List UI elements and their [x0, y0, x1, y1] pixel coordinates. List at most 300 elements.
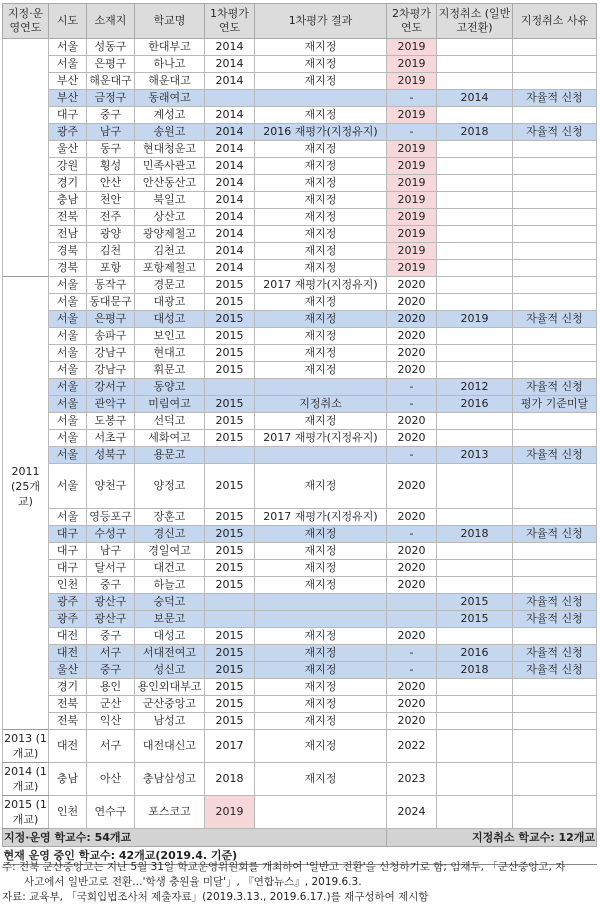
- year-cell: [3, 509, 49, 526]
- eval2-year-cell: 2019: [387, 226, 437, 243]
- cancel-reason-cell: [513, 464, 597, 509]
- cancel-reason-cell: [513, 158, 597, 175]
- cancel-year-cell: [437, 730, 513, 763]
- table-row: [3, 243, 597, 260]
- notes-block: [2, 860, 596, 905]
- table-row: [3, 628, 597, 645]
- school-cell: 경일여고: [135, 543, 205, 560]
- year-cell: [3, 56, 49, 73]
- cancel-reason-cell: [513, 763, 597, 796]
- cancel-year-cell: [437, 430, 513, 447]
- school-cell: 서대전여고: [135, 645, 205, 662]
- cancel-reason-cell: 자율적 신청: [513, 124, 597, 141]
- year-cell: [3, 192, 49, 209]
- eval1-result-cell: 재지정: [255, 175, 387, 192]
- year-cell: [3, 73, 49, 90]
- location-cell: 강남구: [87, 345, 135, 362]
- eval1-year-cell: [205, 379, 255, 396]
- eval1-year-cell: 2015: [205, 713, 255, 730]
- eval2-year-cell: 2020: [387, 679, 437, 696]
- cancel-year-cell: [437, 328, 513, 345]
- eval2-year-cell: 2019: [387, 73, 437, 90]
- year-cell: [3, 277, 49, 294]
- eval1-result-cell: 재지정: [255, 192, 387, 209]
- year-cell: [3, 243, 49, 260]
- cancel-reason-cell: [513, 345, 597, 362]
- cancel-reason-cell: [513, 56, 597, 73]
- cancel-year-cell: 2015: [437, 594, 513, 611]
- note-text: 주: 전북 군산중앙고는 지난 5월 31일 학교운영위원회를 개최하여 '일반고 전환'을 신청하기로 함; 임채두, 「군산중앙고, 자: [2, 861, 566, 873]
- cancel-year-cell: [437, 141, 513, 158]
- sido-cell: 부산: [49, 90, 87, 107]
- school-cell: 계성고: [135, 107, 205, 124]
- cancel-reason-cell: [513, 39, 597, 56]
- cancel-reason-cell: [513, 243, 597, 260]
- sido-cell: 서울: [49, 396, 87, 413]
- table-row: [3, 90, 597, 107]
- cancel-year-cell: [437, 73, 513, 90]
- eval1-year-cell: 2015: [205, 560, 255, 577]
- table-row: [3, 730, 597, 763]
- year-cell: 2014 (1개교): [3, 763, 49, 796]
- sido-cell: 전북: [49, 713, 87, 730]
- sido-cell: 인천: [49, 796, 87, 829]
- location-cell: 중구: [87, 577, 135, 594]
- eval1-result-cell: 재지정: [255, 628, 387, 645]
- location-cell: 포항: [87, 260, 135, 277]
- eval1-year-cell: 2014: [205, 73, 255, 90]
- eval2-year-cell: 2020: [387, 294, 437, 311]
- sido-cell: 경기: [49, 679, 87, 696]
- location-cell: 동구: [87, 141, 135, 158]
- eval2-year-cell: 2020: [387, 277, 437, 294]
- eval1-result-cell: [255, 379, 387, 396]
- eval1-year-cell: 2015: [205, 396, 255, 413]
- eval2-year-cell: 2019: [387, 56, 437, 73]
- eval2-year-cell: [387, 611, 437, 628]
- location-cell: 해운대구: [87, 73, 135, 90]
- year-cell: [3, 311, 49, 328]
- cancel-reason-cell: 자율적 신청: [513, 379, 597, 396]
- location-cell: 횡성: [87, 158, 135, 175]
- cancel-year-cell: [437, 294, 513, 311]
- eval1-year-cell: 2014: [205, 56, 255, 73]
- cancel-reason-cell: [513, 226, 597, 243]
- year-cell: 2011 (25개교): [3, 464, 49, 509]
- sido-cell: 광주: [49, 611, 87, 628]
- eval2-year-cell: 2019: [387, 107, 437, 124]
- cancel-reason-cell: [513, 713, 597, 730]
- eval1-year-cell: 2014: [205, 141, 255, 158]
- location-cell: 양천구: [87, 464, 135, 509]
- cancel-reason-cell: [513, 509, 597, 526]
- location-cell: 군산: [87, 696, 135, 713]
- cancel-year-cell: [437, 560, 513, 577]
- cancel-year-cell: [437, 345, 513, 362]
- table-row: [3, 696, 597, 713]
- header-eval1-result: 1차평가 결과: [255, 4, 387, 39]
- location-cell: 강남구: [87, 362, 135, 379]
- eval1-result-cell: [255, 594, 387, 611]
- eval2-year-cell: 2019: [387, 192, 437, 209]
- cancel-year-cell: 2016: [437, 645, 513, 662]
- sido-cell: 전남: [49, 226, 87, 243]
- school-cell: 송원고: [135, 124, 205, 141]
- eval2-year-cell: [387, 594, 437, 611]
- location-cell: 서구: [87, 645, 135, 662]
- cancel-year-cell: [437, 175, 513, 192]
- eval1-result-cell: 지정취소: [255, 396, 387, 413]
- footer-cancelled-count: 지정취소 학교수: 12개교: [387, 829, 597, 847]
- year-cell: [3, 526, 49, 543]
- eval2-year-cell: -: [387, 396, 437, 413]
- cancel-reason-cell: 자율적 신청: [513, 594, 597, 611]
- year-cell: [3, 39, 49, 56]
- sido-cell: 서울: [49, 345, 87, 362]
- sido-cell: 강원: [49, 158, 87, 175]
- location-cell: 중구: [87, 107, 135, 124]
- school-cell: 충남삼성고: [135, 763, 205, 796]
- school-cell: 동래여고: [135, 90, 205, 107]
- school-cell: 하늘고: [135, 577, 205, 594]
- table-row: [3, 662, 597, 679]
- eval1-year-cell: 2014: [205, 260, 255, 277]
- cancel-year-cell: [437, 464, 513, 509]
- table-row: [3, 107, 597, 124]
- footer-current-count: 현재 운영 중인 학교수: 42개교(2019.4. 기준): [3, 847, 597, 865]
- header-eval1-year: 1차평가 연도: [205, 4, 255, 39]
- eval1-year-cell: 2015: [205, 464, 255, 509]
- school-cell: 안산동산고: [135, 175, 205, 192]
- year-cell: [3, 594, 49, 611]
- year-cell: 2013 (1개교): [3, 730, 49, 763]
- eval1-result-cell: 재지정: [255, 362, 387, 379]
- eval1-result-cell: 재지정: [255, 260, 387, 277]
- cancel-year-cell: [437, 192, 513, 209]
- year-cell: [3, 294, 49, 311]
- header-location: 소재지: [87, 4, 135, 39]
- eval2-year-cell: 2019: [387, 243, 437, 260]
- sido-cell: 전북: [49, 696, 87, 713]
- year-cell: [3, 124, 49, 141]
- table-row: [3, 362, 597, 379]
- cancel-reason-cell: 평가 기준미달: [513, 396, 597, 413]
- eval1-year-cell: [205, 90, 255, 107]
- header-eval2-year: 2차평가 연도: [387, 4, 437, 39]
- sido-cell: 경기: [49, 175, 87, 192]
- eval1-year-cell: 2015: [205, 577, 255, 594]
- eval2-year-cell: 2020: [387, 345, 437, 362]
- table-row: [3, 763, 597, 796]
- school-cell: 현대청운고: [135, 141, 205, 158]
- year-cell: [3, 328, 49, 345]
- sido-cell: 서울: [49, 294, 87, 311]
- location-cell: 강서구: [87, 379, 135, 396]
- eval2-year-cell: -: [387, 662, 437, 679]
- year-cell: [3, 158, 49, 175]
- year-cell: [3, 611, 49, 628]
- school-cell: 휘문고: [135, 362, 205, 379]
- sido-cell: 광주: [49, 594, 87, 611]
- eval1-year-cell: 2015: [205, 628, 255, 645]
- cancel-reason-cell: [513, 628, 597, 645]
- eval1-result-cell: 재지정: [255, 560, 387, 577]
- eval1-result-cell: 재지정: [255, 226, 387, 243]
- table-row: [3, 209, 597, 226]
- eval2-year-cell: 2019: [387, 260, 437, 277]
- cancel-reason-cell: [513, 362, 597, 379]
- eval1-year-cell: 2019: [205, 796, 255, 829]
- table-row: [3, 39, 597, 56]
- cancel-year-cell: [437, 209, 513, 226]
- cancel-reason-cell: [513, 430, 597, 447]
- year-cell: 2015 (1개교): [3, 796, 49, 829]
- cancel-year-cell: 2018: [437, 526, 513, 543]
- table-body: [3, 39, 597, 829]
- eval1-result-cell: 2017 재평가(지정유지): [255, 277, 387, 294]
- eval2-year-cell: 2019: [387, 141, 437, 158]
- eval1-year-cell: [205, 611, 255, 628]
- cancel-reason-cell: 자율적 신청: [513, 311, 597, 328]
- sido-cell: 대전: [49, 645, 87, 662]
- eval1-result-cell: 재지정: [255, 73, 387, 90]
- school-cell: 용인외대부고: [135, 679, 205, 696]
- location-cell: 영등포구: [87, 509, 135, 526]
- eval1-result-cell: 재지정: [255, 577, 387, 594]
- table-row: [3, 396, 597, 413]
- footer-operated-count: 지정·운영 학교수: 54개교: [3, 829, 387, 847]
- eval1-year-cell: 2018: [205, 763, 255, 796]
- eval1-result-cell: 2017 재평가(지정유지): [255, 430, 387, 447]
- cancel-year-cell: [437, 39, 513, 56]
- year-cell: [3, 396, 49, 413]
- sido-cell: 서울: [49, 277, 87, 294]
- eval2-year-cell: 2020: [387, 628, 437, 645]
- location-cell: 천안: [87, 192, 135, 209]
- cancel-year-cell: 2015: [437, 611, 513, 628]
- location-cell: 동작구: [87, 277, 135, 294]
- school-designation-table: [2, 3, 597, 865]
- cancel-reason-cell: 자율적 신청: [513, 611, 597, 628]
- sido-cell: 대구: [49, 543, 87, 560]
- school-cell: 보인고: [135, 328, 205, 345]
- cancel-reason-cell: [513, 294, 597, 311]
- location-cell: 김천: [87, 243, 135, 260]
- year-cell: [3, 413, 49, 430]
- school-cell: 보문고: [135, 611, 205, 628]
- location-cell: 도봉구: [87, 413, 135, 430]
- eval1-result-cell: 재지정: [255, 209, 387, 226]
- school-cell: 상산고: [135, 209, 205, 226]
- eval1-result-cell: 재지정: [255, 243, 387, 260]
- cancel-year-cell: [437, 628, 513, 645]
- year-cell: [3, 543, 49, 560]
- year-cell: [3, 141, 49, 158]
- year-cell: [3, 175, 49, 192]
- eval2-year-cell: 2020: [387, 577, 437, 594]
- year-cell: [3, 362, 49, 379]
- table-row: [3, 611, 597, 628]
- eval1-year-cell: [205, 447, 255, 464]
- school-cell: 대성고: [135, 311, 205, 328]
- cancel-year-cell: [437, 243, 513, 260]
- eval1-result-cell: 재지정: [255, 679, 387, 696]
- sido-cell: 서울: [49, 328, 87, 345]
- sido-cell: 서울: [49, 379, 87, 396]
- eval1-year-cell: 2014: [205, 124, 255, 141]
- cancel-reason-cell: 자율적 신청: [513, 447, 597, 464]
- eval2-year-cell: 2024: [387, 796, 437, 829]
- eval2-year-cell: 2020: [387, 713, 437, 730]
- school-cell: 대광고: [135, 294, 205, 311]
- sido-cell: 서울: [49, 464, 87, 509]
- location-cell: 서초구: [87, 430, 135, 447]
- cancel-reason-cell: [513, 260, 597, 277]
- table-row: [3, 464, 597, 509]
- eval2-year-cell: -: [387, 124, 437, 141]
- eval2-year-cell: 2020: [387, 696, 437, 713]
- eval1-year-cell: 2015: [205, 662, 255, 679]
- school-cell: 북일고: [135, 192, 205, 209]
- table-row: [3, 645, 597, 662]
- eval1-year-cell: 2015: [205, 430, 255, 447]
- eval1-year-cell: 2015: [205, 696, 255, 713]
- table-row: [3, 679, 597, 696]
- eval1-result-cell: 재지정: [255, 311, 387, 328]
- sido-cell: 인천: [49, 577, 87, 594]
- school-table-wrapper: [2, 3, 596, 865]
- header-cancel-reason: 지정취소 사유: [513, 4, 597, 39]
- school-cell: 포항제철고: [135, 260, 205, 277]
- sido-cell: 대전: [49, 730, 87, 763]
- location-cell: 성동구: [87, 39, 135, 56]
- eval1-result-cell: 재지정: [255, 39, 387, 56]
- eval1-year-cell: 2015: [205, 645, 255, 662]
- table-row: [3, 543, 597, 560]
- table-row: [3, 345, 597, 362]
- sido-cell: 전북: [49, 209, 87, 226]
- table-row: [3, 526, 597, 543]
- table-row: [3, 430, 597, 447]
- table-row: [3, 560, 597, 577]
- eval2-year-cell: 2019: [387, 158, 437, 175]
- year-cell: [3, 713, 49, 730]
- location-cell: 아산: [87, 763, 135, 796]
- location-cell: 안산: [87, 175, 135, 192]
- cancel-year-cell: [437, 260, 513, 277]
- eval1-year-cell: 2015: [205, 311, 255, 328]
- eval1-year-cell: [205, 594, 255, 611]
- location-cell: 용인: [87, 679, 135, 696]
- eval1-result-cell: 재지정: [255, 696, 387, 713]
- eval1-result-cell: 재지정: [255, 730, 387, 763]
- location-cell: 서구: [87, 730, 135, 763]
- location-cell: 남구: [87, 543, 135, 560]
- eval2-year-cell: 2020: [387, 362, 437, 379]
- location-cell: 광산구: [87, 611, 135, 628]
- sido-cell: 대전: [49, 628, 87, 645]
- school-cell: 포스코고: [135, 796, 205, 829]
- header-cancel-year: 지정취소 (일반고전환): [437, 4, 513, 39]
- school-cell: 용문고: [135, 447, 205, 464]
- table-row: [3, 311, 597, 328]
- eval2-year-cell: 2022: [387, 730, 437, 763]
- table-row: [3, 260, 597, 277]
- year-cell: [3, 645, 49, 662]
- school-cell: 대성고: [135, 628, 205, 645]
- table-row: [3, 124, 597, 141]
- year-cell: [3, 226, 49, 243]
- year-cell: [3, 628, 49, 645]
- cancel-year-cell: [437, 696, 513, 713]
- school-cell: 광양제철고: [135, 226, 205, 243]
- eval1-year-cell: 2015: [205, 543, 255, 560]
- cancel-reason-cell: 자율적 신청: [513, 90, 597, 107]
- school-cell: 미림여고: [135, 396, 205, 413]
- school-cell: 장훈고: [135, 509, 205, 526]
- eval1-year-cell: 2014: [205, 158, 255, 175]
- sido-cell: 서울: [49, 430, 87, 447]
- cancel-reason-cell: [513, 175, 597, 192]
- cancel-reason-cell: [513, 679, 597, 696]
- location-cell: 성북구: [87, 447, 135, 464]
- cancel-reason-cell: [513, 141, 597, 158]
- cancel-year-cell: [437, 713, 513, 730]
- cancel-year-cell: [437, 509, 513, 526]
- cancel-reason-cell: [513, 73, 597, 90]
- year-cell: [3, 430, 49, 447]
- eval2-year-cell: -: [387, 379, 437, 396]
- cancel-reason-cell: [513, 543, 597, 560]
- year-cell: [3, 662, 49, 679]
- location-cell: 금정구: [87, 90, 135, 107]
- sido-cell: 경북: [49, 243, 87, 260]
- location-cell: 광양: [87, 226, 135, 243]
- sido-cell: 서울: [49, 56, 87, 73]
- cancel-year-cell: [437, 577, 513, 594]
- cancel-year-cell: 2014: [437, 90, 513, 107]
- eval1-result-cell: 재지정: [255, 413, 387, 430]
- school-cell: 남성고: [135, 713, 205, 730]
- year-cell: [3, 90, 49, 107]
- cancel-reason-cell: 자율적 신청: [513, 645, 597, 662]
- eval1-result-cell: 재지정: [255, 526, 387, 543]
- table-row: [3, 226, 597, 243]
- table-row: [3, 141, 597, 158]
- eval1-result-cell: 재지정: [255, 158, 387, 175]
- eval1-result-cell: [255, 90, 387, 107]
- school-cell: 대전대신고: [135, 730, 205, 763]
- table-row: [3, 56, 597, 73]
- cancel-year-cell: 2018: [437, 662, 513, 679]
- header-school: 학교명: [135, 4, 205, 39]
- school-cell: 경문고: [135, 277, 205, 294]
- eval1-result-cell: 2017 재평가(지정유지): [255, 509, 387, 526]
- eval1-year-cell: 2015: [205, 413, 255, 430]
- eval2-year-cell: 2023: [387, 763, 437, 796]
- table-row: [3, 175, 597, 192]
- eval1-year-cell: 2015: [205, 294, 255, 311]
- cancel-reason-cell: [513, 577, 597, 594]
- cancel-year-cell: 2018: [437, 124, 513, 141]
- school-cell: 경신고: [135, 526, 205, 543]
- eval1-year-cell: 2015: [205, 526, 255, 543]
- table-header-row: [3, 4, 597, 39]
- eval2-year-cell: -: [387, 526, 437, 543]
- school-cell: 하나고: [135, 56, 205, 73]
- sido-cell: 서울: [49, 362, 87, 379]
- eval2-year-cell: 2020: [387, 413, 437, 430]
